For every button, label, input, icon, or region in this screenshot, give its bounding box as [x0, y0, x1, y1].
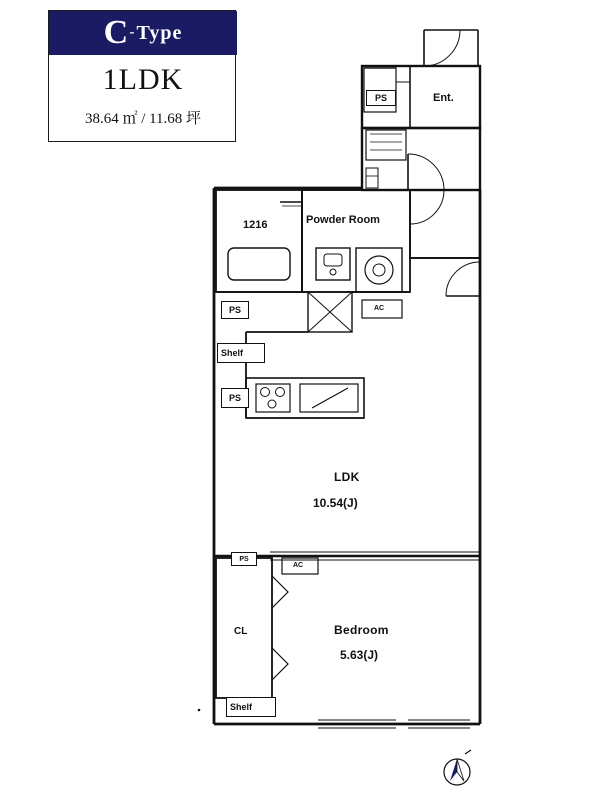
compass-icon [437, 748, 477, 788]
label-bedroom-area: 5.63(J) [340, 648, 379, 662]
label-ps-kitchen: PS [221, 388, 249, 408]
label-ac-bedroom: AC [293, 562, 304, 569]
type-dash: - [129, 24, 135, 41]
label-ac-hall: AC [374, 305, 385, 312]
label-bedroom-name: Bedroom [334, 623, 389, 637]
label-ldk-area: 10.54(J) [313, 496, 358, 510]
title-block [48, 10, 236, 142]
label-ps-bedroom: PS [231, 552, 257, 566]
label-shelf-bedroom: Shelf [226, 697, 276, 717]
type-banner [49, 11, 237, 55]
label-closet: CL [234, 626, 248, 637]
label-ldk-name: LDK [334, 470, 360, 484]
label-entrance: Ent. [433, 92, 454, 104]
plan-name: 1LDK [102, 63, 184, 96]
label-powder-room: Powder Room [306, 214, 380, 226]
label-ps-entrance: PS [366, 90, 396, 106]
type-letter: C [103, 14, 129, 51]
label-shelf-kitchen: Shelf [217, 343, 265, 363]
label-bath-size: 1216 [243, 219, 268, 231]
type-word: Type [136, 21, 183, 44]
label-ps-hall: PS [221, 301, 249, 319]
plan-area: 38.64 ㎡ / 11.68 坪 [84, 111, 202, 127]
